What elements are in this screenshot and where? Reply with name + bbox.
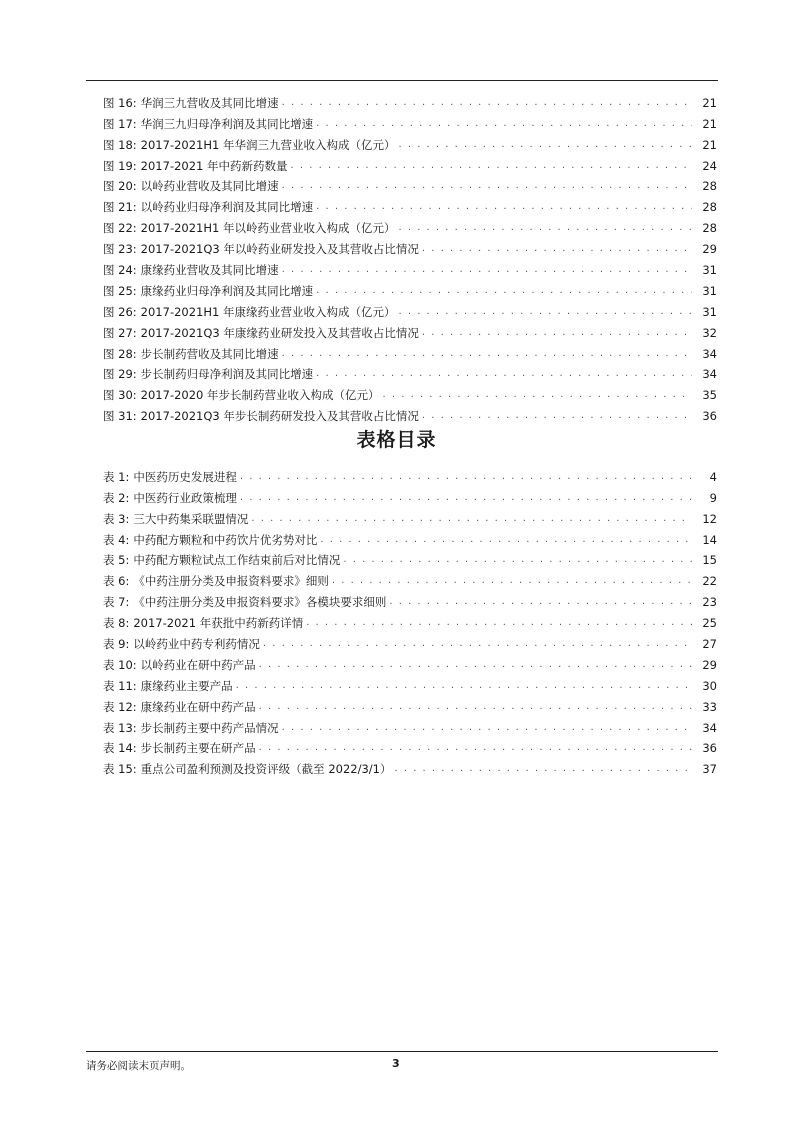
table-toc-entry-title: 《中药注册分类及申报资料要求》各模块要求细则	[133, 595, 387, 610]
figure-toc-entry-title: 华润三九营收及其同比增速	[140, 95, 279, 110]
table-toc-entry-page: 25	[702, 616, 717, 631]
dot-leader	[240, 491, 692, 505]
figure-toc-entry-label: 图 30:	[103, 388, 137, 403]
figure-toc-entry-page: 21	[702, 116, 717, 131]
figure-toc-entry-page: 28	[702, 200, 717, 215]
figure-toc-entry[interactable]	[103, 173, 717, 194]
figure-toc-entry[interactable]	[103, 340, 717, 361]
table-toc-entry-label: 表 9:	[103, 637, 130, 652]
table-toc-entry-label: 表 2:	[103, 490, 130, 505]
table-toc-entry-title: 2017-2021 年获批中药新药详情	[133, 616, 304, 631]
figure-toc-entry-title: 2017-2021Q3 年步长制药研发投入及其营收占比情况	[140, 409, 419, 424]
figure-toc-entry[interactable]	[103, 298, 717, 319]
figure-toc-entry-title: 2017-2020 年步长制药营业收入构成（亿元）	[140, 388, 380, 403]
dot-leader	[398, 138, 692, 152]
table-toc-entry-label: 表 14:	[103, 741, 137, 756]
table-toc-entry-page: 4	[709, 469, 717, 484]
table-toc-entry-title: 中医药历史发展进程	[133, 469, 237, 484]
figure-toc-entry-title: 2017-2021 年中药新药数量	[140, 158, 288, 173]
table-toc-entry-page: 23	[702, 595, 717, 610]
dot-leader	[259, 700, 692, 714]
dot-leader	[422, 242, 692, 256]
table-toc-entry[interactable]	[103, 526, 717, 547]
figure-toc-entry[interactable]	[103, 402, 717, 423]
figure-toc-entry[interactable]	[103, 89, 717, 110]
figure-toc-entry-page: 31	[702, 304, 717, 319]
figure-toc-entry-page: 35	[702, 388, 717, 403]
table-toc-entry-label: 表 3:	[103, 511, 130, 526]
table-toc-entry-title: 中医药行业政策梳理	[133, 490, 237, 505]
figure-toc-entry[interactable]	[103, 110, 717, 131]
dot-leader	[422, 326, 692, 340]
figure-toc-entry-title: 步长制药归母净利润及其同比增速	[140, 367, 314, 382]
table-toc-entry-label: 表 5:	[103, 553, 130, 568]
table-toc-entry-page: 30	[702, 678, 717, 693]
figure-toc-entry-label: 图 21:	[103, 200, 137, 215]
figure-toc-entry[interactable]	[103, 256, 717, 277]
footer-disclaimer: 请务必阅读末页声明。	[86, 1060, 191, 1072]
table-toc-entry-title: 《中药注册分类及申报资料要求》细则	[133, 574, 329, 589]
figure-toc-entry-label: 图 26:	[103, 304, 137, 319]
dot-leader	[316, 117, 692, 131]
dot-leader	[306, 616, 692, 630]
dot-leader	[282, 263, 692, 277]
dot-leader	[316, 284, 692, 298]
dot-leader	[251, 512, 692, 526]
table-toc-entry[interactable]	[103, 484, 717, 505]
table-toc-entry-page: 15	[702, 553, 717, 568]
dot-leader	[343, 553, 692, 567]
figure-toc-entry-page: 36	[702, 409, 717, 424]
figure-toc-entry[interactable]	[103, 235, 717, 256]
table-toc-entry-title: 重点公司盈利预测及投资评级（截至 2022/3/1）	[140, 762, 392, 777]
table-toc-entry[interactable]	[103, 714, 717, 735]
figure-toc-entry-title: 2017-2021H1 年以岭药业营业收入构成（亿元）	[140, 221, 396, 236]
figure-toc-entry[interactable]	[103, 381, 717, 402]
dot-leader	[398, 221, 692, 235]
table-toc-entry-label: 表 8:	[103, 616, 130, 631]
table-toc-entry[interactable]	[103, 735, 717, 756]
dot-leader	[282, 347, 692, 361]
figures-toc-list	[103, 89, 717, 423]
figure-toc-entry[interactable]	[103, 319, 717, 340]
figure-toc-entry[interactable]	[103, 214, 717, 235]
table-toc-entry-label: 表 13:	[103, 720, 137, 735]
dot-leader	[316, 367, 692, 381]
table-toc-entry-page: 12	[702, 511, 717, 526]
dot-leader	[282, 96, 692, 110]
table-toc-entry-label: 表 1:	[103, 469, 130, 484]
dot-leader	[282, 721, 692, 735]
table-toc-entry[interactable]	[103, 609, 717, 630]
table-toc-entry-page: 27	[702, 637, 717, 652]
header-rule	[86, 80, 718, 81]
table-toc-entry-page: 33	[702, 699, 717, 714]
figure-toc-entry-label: 图 24:	[103, 263, 137, 278]
figure-toc-entry-page: 28	[702, 179, 717, 194]
figure-toc-entry-label: 图 28:	[103, 346, 137, 361]
figure-toc-entry-title: 华润三九归母净利润及其同比增速	[140, 116, 314, 131]
table-toc-entry-label: 表 6:	[103, 574, 130, 589]
figure-toc-entry-page: 21	[702, 137, 717, 152]
table-toc-entry-title: 以岭药业中药专利药情况	[133, 637, 260, 652]
table-toc-entry-label: 表 15:	[103, 762, 137, 777]
table-toc-entry-page: 29	[702, 657, 717, 672]
tables-toc-heading: 表格目录	[356, 429, 437, 451]
figure-toc-entry-title: 2017-2021Q3 年康缘药业研发投入及其营收占比情况	[140, 325, 419, 340]
figure-toc-entry-title: 2017-2021H1 年华润三九营业收入构成（亿元）	[140, 137, 396, 152]
figure-toc-entry-title: 康缘药业营收及其同比增速	[140, 263, 279, 278]
dot-leader	[316, 200, 692, 214]
table-toc-entry-label: 表 11:	[103, 678, 137, 693]
figure-toc-entry-title: 2017-2021Q3 年以岭药业研发投入及其营收占比情况	[140, 242, 419, 257]
figure-toc-entry-label: 图 27:	[103, 325, 137, 340]
figure-toc-entry-page: 34	[702, 367, 717, 382]
figure-toc-entry-page: 21	[702, 95, 717, 110]
figure-toc-entry-title: 康缘药业归母净利润及其同比增速	[140, 283, 314, 298]
table-toc-entry-title: 以岭药业在研中药产品	[140, 657, 256, 672]
figure-toc-entry-page: 28	[702, 221, 717, 236]
table-toc-entry-title: 步长制药主要中药产品情况	[140, 720, 279, 735]
table-toc-entry-label: 表 12:	[103, 699, 137, 714]
figure-toc-entry-label: 图 19:	[103, 158, 137, 173]
table-toc-entry-page: 14	[702, 532, 717, 547]
dot-leader	[332, 574, 692, 588]
table-toc-entry-title: 三大中药集采联盟情况	[133, 511, 249, 526]
dot-leader	[282, 179, 692, 193]
figure-toc-entry-title: 2017-2021H1 年康缘药业营业收入构成（亿元）	[140, 304, 396, 319]
table-toc-entry-page: 22	[702, 574, 717, 589]
figure-toc-entry-title: 以岭药业归母净利润及其同比增速	[140, 200, 314, 215]
figure-toc-entry-page: 32	[702, 325, 717, 340]
figure-toc-entry-page: 31	[702, 263, 717, 278]
table-toc-entry-title: 中药配方颗粒和中药饮片优劣势对比	[133, 532, 318, 547]
table-toc-entry[interactable]	[103, 630, 717, 651]
table-toc-entry-page: 36	[702, 741, 717, 756]
table-toc-entry-label: 表 4:	[103, 532, 130, 547]
footer-rule	[86, 1051, 718, 1052]
figure-toc-entry[interactable]	[103, 277, 717, 298]
table-toc-entry[interactable]	[103, 755, 717, 776]
figure-toc-entry-label: 图 22:	[103, 221, 137, 236]
table-toc-entry-title: 康缘药业在研中药产品	[140, 699, 256, 714]
figure-toc-entry[interactable]	[103, 152, 717, 173]
figure-toc-entry[interactable]	[103, 193, 717, 214]
figure-toc-entry-label: 图 17:	[103, 116, 137, 131]
table-toc-entry[interactable]	[103, 463, 717, 484]
table-toc-entry[interactable]	[103, 547, 717, 568]
table-toc-entry[interactable]	[103, 693, 717, 714]
dot-leader	[320, 533, 692, 547]
dot-leader	[259, 658, 692, 672]
figure-toc-entry-label: 图 18:	[103, 137, 137, 152]
dot-leader	[263, 637, 692, 651]
figure-toc-entry-page: 29	[702, 242, 717, 257]
dot-leader	[422, 409, 692, 423]
tables-toc-list	[103, 463, 717, 776]
figure-toc-entry-page: 31	[702, 283, 717, 298]
table-toc-entry-title: 中药配方颗粒试点工作结束前后对比情况	[133, 553, 341, 568]
table-toc-entry[interactable]	[103, 672, 717, 693]
table-toc-entry[interactable]	[103, 588, 717, 609]
figure-toc-entry-label: 图 20:	[103, 179, 137, 194]
figure-toc-entry-title: 以岭药业营收及其同比增速	[140, 179, 279, 194]
dot-leader	[389, 595, 692, 609]
table-toc-entry[interactable]	[103, 651, 717, 672]
figure-toc-entry-title: 步长制药营收及其同比增速	[140, 346, 279, 361]
figure-toc-entry-label: 图 31:	[103, 409, 137, 424]
dot-leader	[259, 741, 692, 755]
dot-leader	[398, 305, 692, 319]
table-toc-entry-label: 表 10:	[103, 657, 137, 672]
dot-leader	[383, 388, 692, 402]
table-toc-entry-page: 37	[702, 762, 717, 777]
figure-toc-entry-page: 24	[702, 158, 717, 173]
table-toc-entry-label: 表 7:	[103, 595, 130, 610]
figure-toc-entry[interactable]	[103, 131, 717, 152]
table-toc-entry-title: 步长制药主要在研产品	[140, 741, 256, 756]
figure-toc-entry-label: 图 16:	[103, 95, 137, 110]
dot-leader	[236, 679, 692, 693]
figure-toc-entry-label: 图 25:	[103, 283, 137, 298]
table-toc-entry-title: 康缘药业主要产品	[140, 678, 233, 693]
figure-toc-entry[interactable]	[103, 361, 717, 382]
dot-leader	[291, 159, 692, 173]
table-toc-entry-page: 9	[709, 490, 717, 505]
dot-leader	[394, 762, 692, 776]
dot-leader	[240, 470, 692, 484]
table-toc-entry-page: 34	[702, 720, 717, 735]
figure-toc-entry-label: 图 23:	[103, 242, 137, 257]
figure-toc-entry-label: 图 29:	[103, 367, 137, 382]
table-toc-entry[interactable]	[103, 567, 717, 588]
page-number: 3	[392, 1057, 400, 1070]
table-toc-entry[interactable]	[103, 505, 717, 526]
figure-toc-entry-page: 34	[702, 346, 717, 361]
